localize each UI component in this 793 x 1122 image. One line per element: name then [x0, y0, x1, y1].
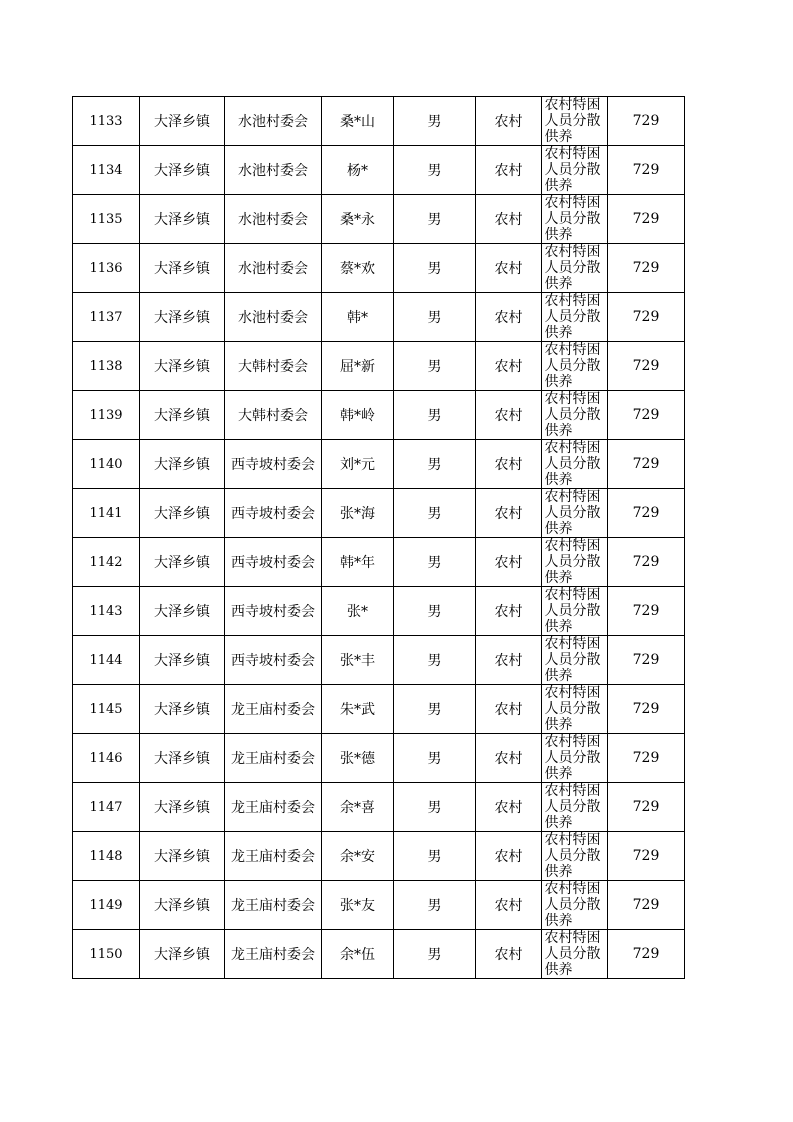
cell-support-type [542, 293, 608, 342]
cell-town: 大泽乡镇 [140, 489, 225, 538]
cell-amount: 729 [608, 489, 685, 538]
cell-support-type [542, 832, 608, 881]
cell-village: 西寺坡村委会 [225, 587, 322, 636]
cell-support-type [542, 195, 608, 244]
cell-gender: 男 [394, 146, 476, 195]
cell-serial-number: 1139 [73, 391, 140, 440]
cell-serial-number: 1136 [73, 244, 140, 293]
support-type-text: 农村特困人员分散供养 [544, 391, 601, 439]
cell-village: 龙王庙村委会 [225, 832, 322, 881]
cell-town: 大泽乡镇 [140, 195, 225, 244]
cell-serial-number: 1145 [73, 685, 140, 734]
table-row [73, 440, 685, 489]
cell-village: 龙王庙村委会 [225, 881, 322, 930]
cell-support-type [542, 538, 608, 587]
cell-serial-number: 1150 [73, 930, 140, 979]
cell-serial-number: 1142 [73, 538, 140, 587]
data-table [72, 96, 685, 979]
cell-area: 农村 [476, 391, 542, 440]
support-type-text: 农村特困人员分散供养 [544, 97, 601, 145]
cell-gender: 男 [394, 244, 476, 293]
cell-town: 大泽乡镇 [140, 146, 225, 195]
cell-town: 大泽乡镇 [140, 685, 225, 734]
support-type-text: 农村特困人员分散供养 [544, 440, 601, 488]
cell-serial-number: 1141 [73, 489, 140, 538]
cell-village: 西寺坡村委会 [225, 489, 322, 538]
cell-support-type [542, 636, 608, 685]
cell-serial-number: 1148 [73, 832, 140, 881]
cell-town: 大泽乡镇 [140, 391, 225, 440]
cell-gender: 男 [394, 685, 476, 734]
support-type-text: 农村特困人员分散供养 [544, 342, 601, 390]
cell-town: 大泽乡镇 [140, 783, 225, 832]
cell-serial-number: 1143 [73, 587, 140, 636]
cell-village: 大韩村委会 [225, 391, 322, 440]
cell-town: 大泽乡镇 [140, 930, 225, 979]
cell-area: 农村 [476, 538, 542, 587]
cell-serial-number: 1135 [73, 195, 140, 244]
cell-village: 水池村委会 [225, 195, 322, 244]
cell-amount: 729 [608, 783, 685, 832]
cell-person-name: 张*丰 [322, 636, 394, 685]
table-row [73, 685, 685, 734]
cell-support-type [542, 97, 608, 146]
cell-area: 农村 [476, 489, 542, 538]
cell-area: 农村 [476, 636, 542, 685]
cell-village: 水池村委会 [225, 244, 322, 293]
cell-support-type [542, 783, 608, 832]
cell-gender: 男 [394, 930, 476, 979]
cell-serial-number: 1149 [73, 881, 140, 930]
cell-support-type [542, 342, 608, 391]
table-row [73, 293, 685, 342]
table-row [73, 195, 685, 244]
table-row [73, 244, 685, 293]
cell-village: 西寺坡村委会 [225, 636, 322, 685]
cell-amount: 729 [608, 293, 685, 342]
cell-area: 农村 [476, 832, 542, 881]
cell-support-type [542, 587, 608, 636]
cell-area: 农村 [476, 97, 542, 146]
cell-town: 大泽乡镇 [140, 440, 225, 489]
support-type-text: 农村特困人员分散供养 [544, 538, 601, 586]
support-type-text: 农村特困人员分散供养 [544, 244, 601, 292]
cell-gender: 男 [394, 97, 476, 146]
table-row [73, 783, 685, 832]
cell-amount: 729 [608, 97, 685, 146]
cell-area: 农村 [476, 685, 542, 734]
cell-area: 农村 [476, 146, 542, 195]
table-row [73, 538, 685, 587]
cell-gender: 男 [394, 342, 476, 391]
table-row [73, 930, 685, 979]
support-type-text: 农村特困人员分散供养 [544, 734, 601, 782]
cell-support-type [542, 391, 608, 440]
cell-serial-number: 1147 [73, 783, 140, 832]
cell-person-name: 张*友 [322, 881, 394, 930]
cell-village: 水池村委会 [225, 146, 322, 195]
cell-amount: 729 [608, 587, 685, 636]
table-row [73, 489, 685, 538]
cell-gender: 男 [394, 538, 476, 587]
cell-village: 龙王庙村委会 [225, 734, 322, 783]
cell-gender: 男 [394, 293, 476, 342]
cell-support-type [542, 734, 608, 783]
cell-person-name: 余*喜 [322, 783, 394, 832]
cell-gender: 男 [394, 587, 476, 636]
cell-gender: 男 [394, 881, 476, 930]
cell-village: 水池村委会 [225, 97, 322, 146]
cell-amount: 729 [608, 881, 685, 930]
support-type-text: 农村特困人员分散供养 [544, 587, 601, 635]
cell-amount: 729 [608, 195, 685, 244]
table-row [73, 881, 685, 930]
cell-person-name: 张*海 [322, 489, 394, 538]
cell-person-name: 蔡*欢 [322, 244, 394, 293]
cell-gender: 男 [394, 783, 476, 832]
cell-village: 龙王庙村委会 [225, 930, 322, 979]
cell-serial-number: 1133 [73, 97, 140, 146]
cell-area: 农村 [476, 930, 542, 979]
cell-area: 农村 [476, 734, 542, 783]
cell-person-name: 杨* [322, 146, 394, 195]
cell-amount: 729 [608, 832, 685, 881]
cell-town: 大泽乡镇 [140, 293, 225, 342]
cell-serial-number: 1134 [73, 146, 140, 195]
cell-amount: 729 [608, 244, 685, 293]
cell-serial-number: 1137 [73, 293, 140, 342]
table-row [73, 636, 685, 685]
cell-gender: 男 [394, 440, 476, 489]
cell-serial-number: 1138 [73, 342, 140, 391]
support-type-text: 农村特困人员分散供养 [544, 146, 601, 194]
cell-person-name: 桑*山 [322, 97, 394, 146]
cell-area: 农村 [476, 244, 542, 293]
cell-amount: 729 [608, 636, 685, 685]
cell-gender: 男 [394, 195, 476, 244]
cell-person-name: 韩*年 [322, 538, 394, 587]
cell-town: 大泽乡镇 [140, 636, 225, 685]
cell-support-type [542, 489, 608, 538]
cell-person-name: 刘*元 [322, 440, 394, 489]
cell-gender: 男 [394, 636, 476, 685]
cell-village: 西寺坡村委会 [225, 538, 322, 587]
table-row [73, 832, 685, 881]
cell-serial-number: 1140 [73, 440, 140, 489]
cell-gender: 男 [394, 734, 476, 783]
support-type-text: 农村特困人员分散供养 [544, 293, 601, 341]
cell-support-type [542, 685, 608, 734]
table-row [73, 97, 685, 146]
cell-town: 大泽乡镇 [140, 881, 225, 930]
cell-person-name: 韩* [322, 293, 394, 342]
cell-person-name: 屈*新 [322, 342, 394, 391]
cell-amount: 729 [608, 734, 685, 783]
table-body [73, 97, 685, 979]
cell-area: 农村 [476, 881, 542, 930]
support-type-text: 农村特困人员分散供养 [544, 195, 601, 243]
cell-area: 农村 [476, 195, 542, 244]
table-row [73, 587, 685, 636]
cell-town: 大泽乡镇 [140, 342, 225, 391]
cell-amount: 729 [608, 146, 685, 195]
cell-village: 西寺坡村委会 [225, 440, 322, 489]
support-type-text: 农村特困人员分散供养 [544, 489, 601, 537]
cell-amount: 729 [608, 538, 685, 587]
cell-village: 龙王庙村委会 [225, 783, 322, 832]
cell-support-type [542, 146, 608, 195]
cell-area: 农村 [476, 783, 542, 832]
cell-amount: 729 [608, 685, 685, 734]
cell-village: 龙王庙村委会 [225, 685, 322, 734]
support-type-text: 农村特困人员分散供养 [544, 783, 601, 831]
cell-support-type [542, 440, 608, 489]
cell-person-name: 张*德 [322, 734, 394, 783]
table-row [73, 146, 685, 195]
cell-area: 农村 [476, 342, 542, 391]
cell-area: 农村 [476, 440, 542, 489]
cell-amount: 729 [608, 930, 685, 979]
cell-gender: 男 [394, 489, 476, 538]
cell-town: 大泽乡镇 [140, 244, 225, 293]
cell-person-name: 余*安 [322, 832, 394, 881]
cell-gender: 男 [394, 391, 476, 440]
cell-person-name: 朱*武 [322, 685, 394, 734]
cell-town: 大泽乡镇 [140, 97, 225, 146]
table-row [73, 391, 685, 440]
cell-support-type [542, 930, 608, 979]
table-row [73, 342, 685, 391]
cell-person-name: 韩*岭 [322, 391, 394, 440]
support-type-text: 农村特困人员分散供养 [544, 832, 601, 880]
cell-serial-number: 1144 [73, 636, 140, 685]
cell-support-type [542, 881, 608, 930]
support-type-text: 农村特困人员分散供养 [544, 930, 601, 978]
support-type-text: 农村特困人员分散供养 [544, 685, 601, 733]
cell-gender: 男 [394, 832, 476, 881]
cell-town: 大泽乡镇 [140, 832, 225, 881]
support-type-text: 农村特困人员分散供养 [544, 881, 601, 929]
table-row [73, 734, 685, 783]
cell-support-type [542, 244, 608, 293]
cell-town: 大泽乡镇 [140, 734, 225, 783]
cell-serial-number: 1146 [73, 734, 140, 783]
cell-amount: 729 [608, 342, 685, 391]
cell-amount: 729 [608, 391, 685, 440]
cell-town: 大泽乡镇 [140, 587, 225, 636]
cell-town: 大泽乡镇 [140, 538, 225, 587]
cell-village: 大韩村委会 [225, 342, 322, 391]
support-type-text: 农村特困人员分散供养 [544, 636, 601, 684]
cell-area: 农村 [476, 293, 542, 342]
cell-area: 农村 [476, 587, 542, 636]
cell-village: 水池村委会 [225, 293, 322, 342]
cell-amount: 729 [608, 440, 685, 489]
cell-person-name: 余*伍 [322, 930, 394, 979]
cell-person-name: 桑*永 [322, 195, 394, 244]
cell-person-name: 张* [322, 587, 394, 636]
